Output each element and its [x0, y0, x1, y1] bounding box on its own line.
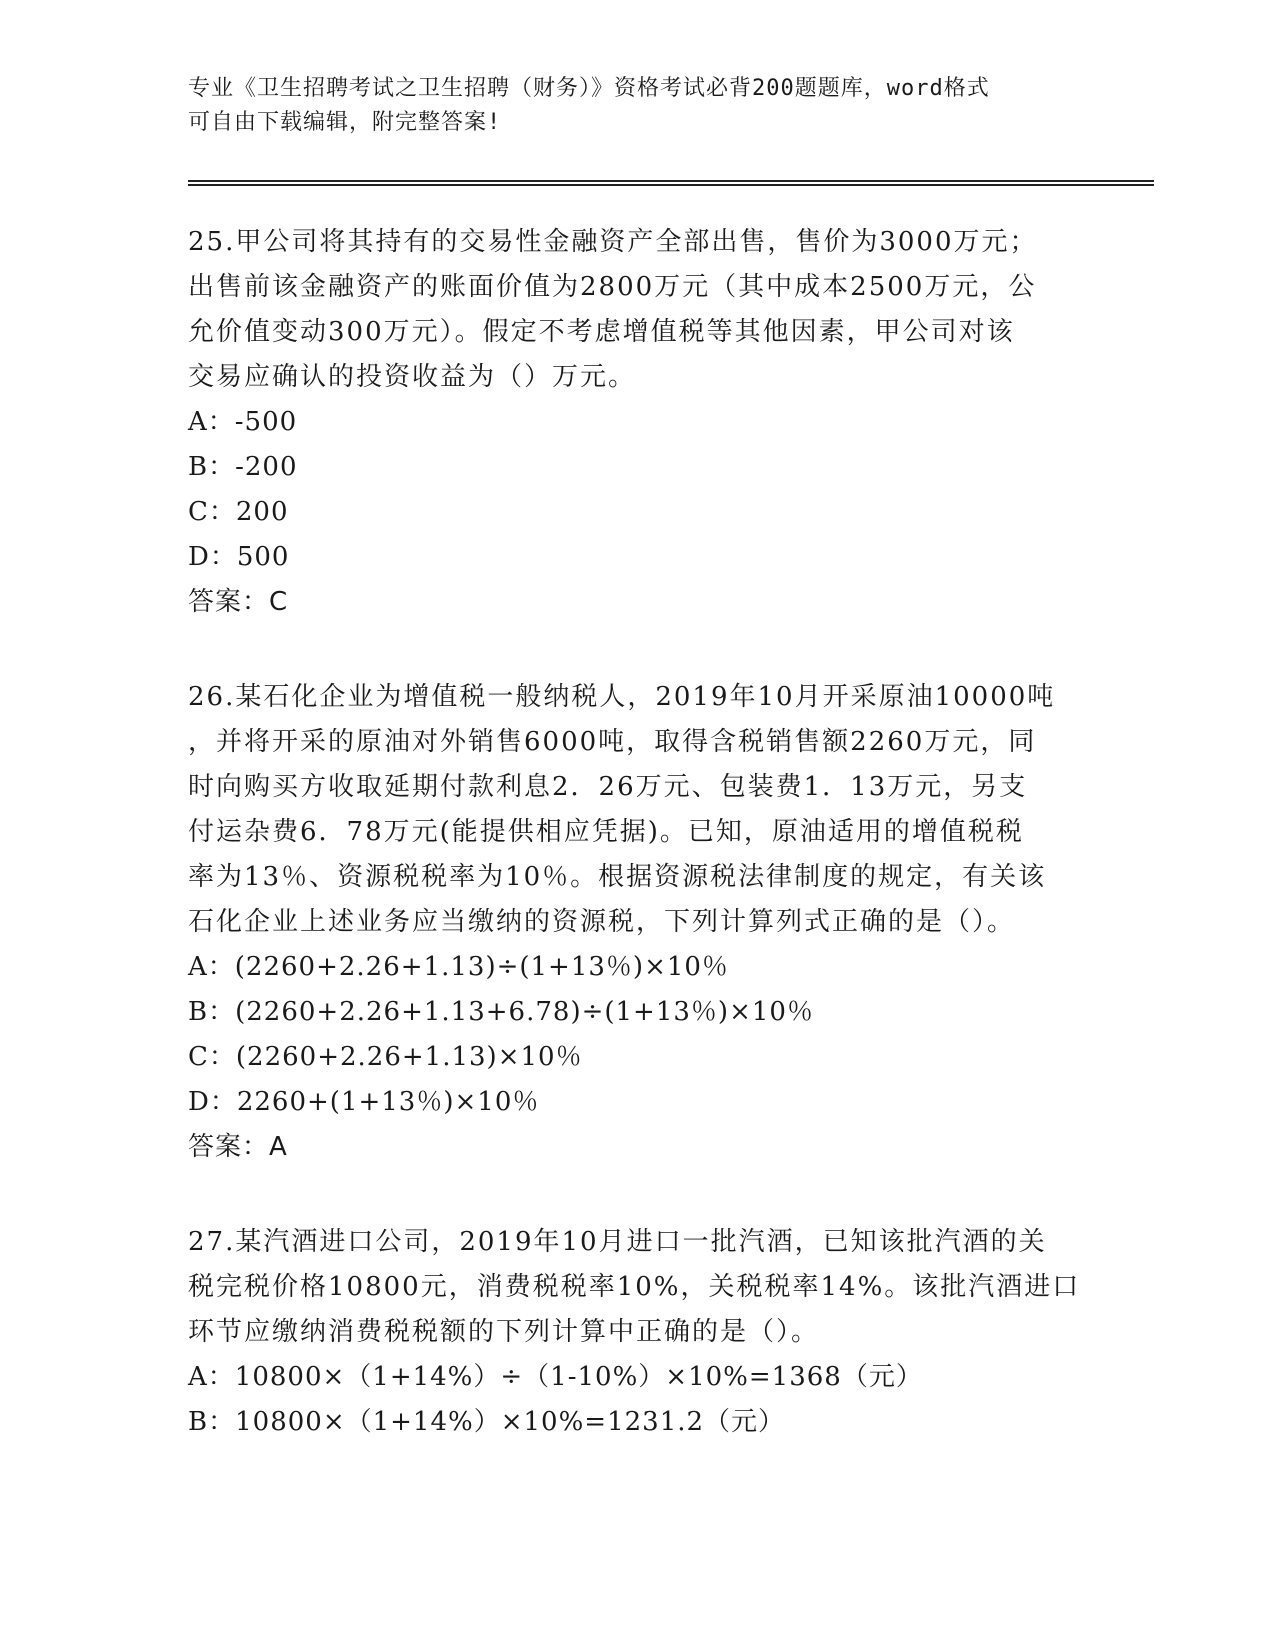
- answer-line: 答案：C: [188, 587, 289, 617]
- question-text-line: 率为13％、资源税税率为10％。根据资源税法律制度的规定，有关该: [188, 862, 1047, 892]
- question-text-line: 环节应缴纳消费税税额的下列计算中正确的是（）。: [188, 1317, 820, 1347]
- answer-line: 答案：A: [188, 1132, 288, 1162]
- question-text-line: 允价值变动300万元）。假定不考虑增值税等其他因素，甲公司对该: [188, 317, 1015, 347]
- option-b: B：-200: [188, 452, 298, 482]
- option-b: B：10800×（1+14%）×10%=1231.2（元）: [188, 1407, 786, 1437]
- question-text-line: 出售前该金融资产的账面价值为2800万元（其中成本2500万元，公: [188, 272, 1037, 302]
- header-line-2: 可自由下载编辑，附完整答案!: [188, 110, 502, 135]
- header-divider-bottom: [188, 184, 1154, 186]
- question-text-line: 25.甲公司将其持有的交易性金融资产全部出售，售价为3000万元；: [188, 227, 1038, 257]
- option-d: D：2260+(1+13％)×10％: [188, 1087, 540, 1117]
- question-27: [188, 1220, 1088, 1445]
- question-text-line: 石化企业上述业务应当缴纳的资源税，下列计算列式正确的是（）。: [188, 907, 1016, 937]
- question-text-line: 26.某石化企业为增值税一般纳税人，2019年10月开采原油10000吨: [188, 682, 1056, 712]
- option-c: C：(2260+2.26+1.13)×10％: [188, 1042, 583, 1072]
- question-26: [188, 675, 1088, 1170]
- question-text-line: 交易应确认的投资收益为（）万元。: [188, 362, 637, 392]
- header-line-1: 专业《卫生招聘考试之卫生招聘（财务）》资格考试必背200题题库，word格式: [188, 76, 990, 101]
- document-header: [188, 72, 1088, 140]
- option-a: A：(2260+2.26+1.13)÷(1+13％)×10％: [188, 952, 729, 982]
- option-b: B：(2260+2.26+1.13+6.78)÷(1+13％)×10％: [188, 997, 814, 1027]
- question-text-line: 付运杂费6．78万元(能提供相应凭据)。已知，原油适用的增值税税: [188, 817, 1024, 847]
- question-25: [188, 220, 1088, 625]
- question-text-line: 税完税价格10800元，消费税税率10%，关税税率14%。该批汽酒进口: [188, 1272, 1081, 1302]
- option-a: A：10800×（1+14%）÷（1-10%）×10%=1368（元）: [188, 1362, 923, 1392]
- option-a: A：-500: [188, 407, 298, 437]
- question-text-line: ，并将开采的原油对外销售6000吨，取得含税销售额2260万元，同: [188, 727, 1037, 757]
- option-d: D：500: [188, 542, 290, 572]
- question-text-line: 27.某汽酒进口公司，2019年10月进口一批汽酒，已知该批汽酒的关: [188, 1227, 1047, 1257]
- option-c: C：200: [188, 497, 289, 527]
- header-divider-top: [188, 180, 1154, 182]
- question-text-line: 时向购买方收取延期付款利息2．26万元、包装费1．13万元，另支: [188, 772, 1028, 802]
